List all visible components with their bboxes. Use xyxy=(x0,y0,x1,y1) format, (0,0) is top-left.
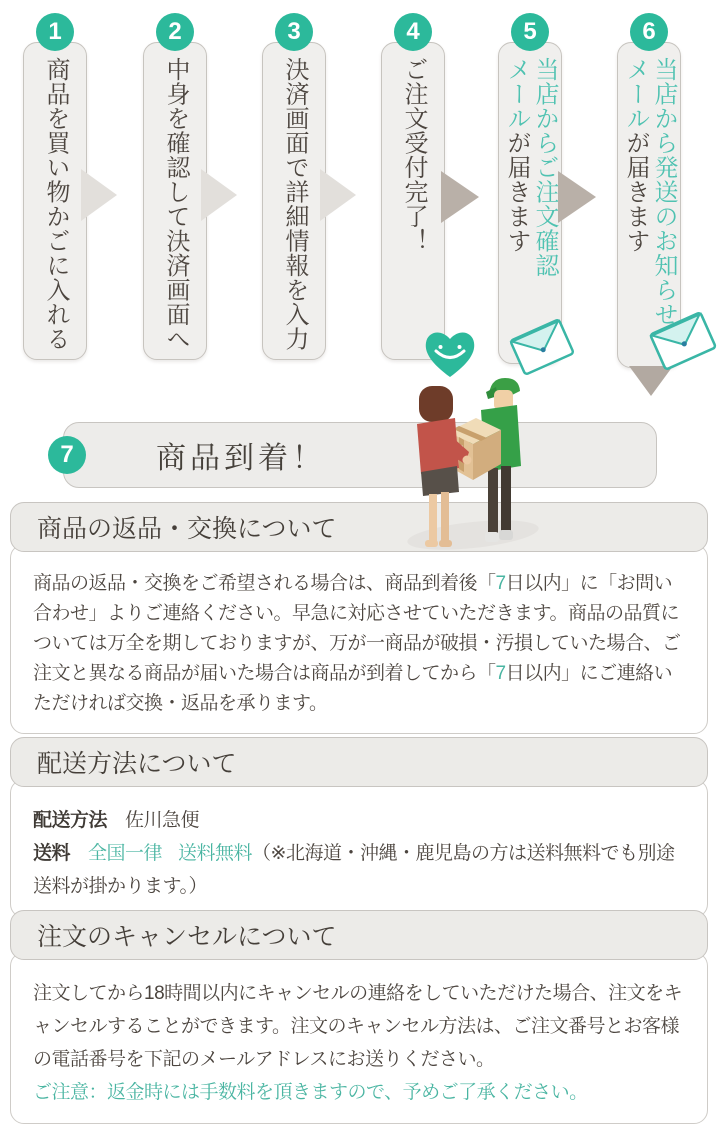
delivery-illustration xyxy=(393,372,549,556)
returns-body xyxy=(10,544,708,734)
arrow-right-icon xyxy=(320,169,356,221)
shipping-fee-note: （※北海道・沖縄・鹿児島の方は送料無料でも別途送料が掛かります。） xyxy=(33,843,675,897)
step-badge-2: 2 xyxy=(156,13,194,51)
cancellation-paragraph: 注文してから18時間以内にキャンセルの連絡をしていただけた場合、注文をキャンセルすることができます。注文のキャンセル方法は、ご注文番号とお客様の電話番号を下記のメールアドレスにお送りください。 xyxy=(33,983,683,1070)
step-text-3: 決済画面で詳細情報を入力 xyxy=(281,57,308,351)
shipping-method-label: 配送方法 xyxy=(33,810,108,831)
arrow-right-icon xyxy=(558,171,596,223)
step-text-5 xyxy=(502,57,558,363)
shipping-fee-row xyxy=(33,837,685,903)
step-badge-3: 3 xyxy=(275,13,313,51)
arrow-right-icon xyxy=(441,171,479,223)
cancellation-note: ご注意：返金時には手数料を頂きますので、予めご了承ください。 xyxy=(33,1082,588,1103)
step-panel-3 xyxy=(262,42,326,360)
returns-text-3: 日以内」にご連絡いただければ交換・返品を承ります。 xyxy=(33,663,673,714)
step-panel-6 xyxy=(617,42,681,368)
returns-text-1: 商品の返品・交換をご希望される場合は、商品到着後「 xyxy=(33,573,496,594)
shipping-fee-highlight-2: 送料無料 xyxy=(178,843,253,864)
step-text-2: 中身を確認して決済画面へ xyxy=(162,57,189,351)
step-panel-2 xyxy=(143,42,207,360)
shipping-section xyxy=(10,737,708,918)
cancellation-heading: 注文のキャンセルについて xyxy=(10,910,708,960)
step-text-5-mail: メール xyxy=(503,57,530,131)
returns-highlight-2: 7 xyxy=(495,663,506,684)
arrival-bar xyxy=(63,422,657,488)
shipping-fee-label: 送料 xyxy=(33,843,71,864)
step-badge-7: 7 xyxy=(48,436,86,474)
step-text-1: 商品を買い物かごに入れる xyxy=(42,57,69,351)
cancellation-section xyxy=(10,910,708,1124)
returns-text-2: 日以内」に「お問い合わせ」よりご連絡ください。早急に対応させていただきます。商品の品質については万全を期しておりますが、万が一商品が破損・汚損していた場合、ご注文と異なる商品が届いた場合は商品が到着してから「 xyxy=(33,573,681,684)
step-text-6-teal: 当店から発送のお知らせ xyxy=(650,57,677,327)
step-panel-4 xyxy=(381,42,445,360)
step-badge-4: 4 xyxy=(394,13,432,51)
step-text-5-dark: が届きます xyxy=(503,130,530,253)
cancellation-body xyxy=(10,952,708,1124)
shipping-body xyxy=(10,779,708,918)
shipping-method-value: 佐川急便 xyxy=(125,810,200,831)
step-text-5-teal: 当店からご注文確認 xyxy=(531,57,558,278)
step-badge-5: 5 xyxy=(511,13,549,51)
returns-section xyxy=(10,502,708,734)
shipping-method-row xyxy=(33,804,685,837)
returns-highlight-1: 7 xyxy=(495,573,506,594)
step-text-6-dark: が届きます xyxy=(622,130,649,253)
returns-paragraph xyxy=(33,569,685,719)
step-text-6 xyxy=(621,57,677,367)
step-badge-1: 1 xyxy=(36,13,74,51)
step-badge-6: 6 xyxy=(630,13,668,51)
arrow-right-icon xyxy=(201,169,237,221)
shipping-heading: 配送方法について xyxy=(10,737,708,787)
arrival-label: 商品到着！ xyxy=(156,442,326,475)
step-text-4: ご注文受付完了！ xyxy=(400,57,427,253)
step-panel-1 xyxy=(23,42,87,360)
shipping-fee-highlight-1: 全国一律 xyxy=(88,843,163,864)
step-panel-5 xyxy=(498,42,562,364)
arrow-right-icon xyxy=(81,169,117,221)
step-text-6-mail: メール xyxy=(622,57,649,131)
returns-heading: 商品の返品・交換について xyxy=(10,502,708,552)
